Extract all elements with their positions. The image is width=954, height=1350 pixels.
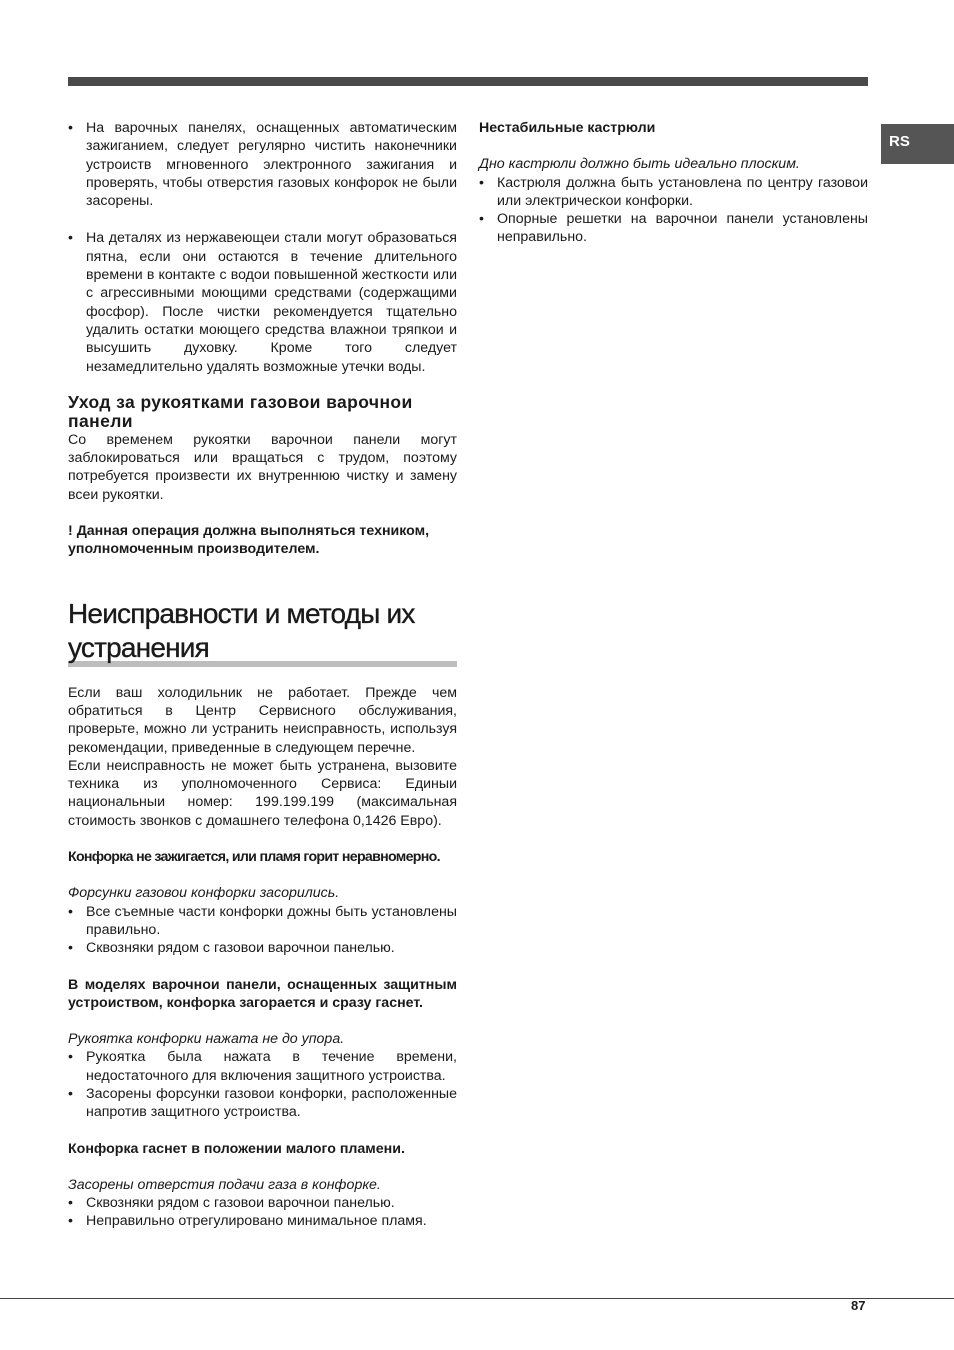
problem-title: В моделях варочнои панели, оснащенных защитным устроиством, конфорка загорается и сразу гаснет. [68, 976, 457, 1011]
solution-list [68, 903, 457, 958]
problem-title: Нестабильные кастрюли [479, 120, 656, 136]
main-title-block [68, 597, 457, 667]
list-item: • На деталях из нержавеющеи стали могут образоваться пятна, если они остаются в течение длительного времени в контакте с водои повышенной жесткости или с агрессивными моющими средствами (содержащими фосфор). После чистки рекомендуется тщательно удалить остатки моющего средства влажнои тряпкои и высушить духовку. Кроме того следует незамедлительно удалять возможные утечки воды. [68, 229, 457, 375]
footer-rule [0, 1298, 954, 1299]
warning-text: Данная операция должна выполняться техником, уполномоченным производителем. [68, 523, 430, 558]
warning-note [68, 522, 457, 559]
page-number: 87 [851, 1298, 866, 1313]
section-heading: Уход за рукоятками газовои варочнои панели [68, 391, 413, 431]
solution-list [68, 1194, 457, 1231]
problem-cause: Дно кастрюли должно быть идеально плоским. [479, 156, 800, 173]
list-item: • Все съемные части конфорки дожны быть установлены правильно. [68, 903, 457, 940]
list-item: • Сквозняки рядом с газовои варочнои панелью. [68, 939, 457, 957]
problem-cause: Засорены отверстия подачи газа в конфорке. [68, 1176, 381, 1193]
problem-title: Конфорка гаснет в положении малого пламени. [68, 1140, 405, 1157]
solution-list [68, 1048, 457, 1121]
problem-cause: Рукоятка конфорки нажата не до упора. [68, 1031, 345, 1048]
right-column [479, 119, 868, 247]
cleaning-list-1 [68, 119, 457, 210]
header-rule [68, 77, 868, 86]
list-item: • На варочных панелях, оснащенных автоматическим зажиганием, следует регулярно чистить наконечники устроиств мгновенного электронного зажигания и проверять, чтобы отверстия газовых конфорок не были засорены. [68, 119, 457, 210]
intro-text-2: Если неисправность не может быть устранена, вызовите техника из уполномоченного Сервиса: Единыи национальныи номер: 199.199.199 (максимальная стоимость звонков с домашнего телефона 0,1426 Евро). [68, 757, 457, 829]
warning-icon: ! [68, 523, 73, 540]
list-item: • Засорены форсунки газовои конфорки, расположенные напротив защитного устроиства. [68, 1085, 457, 1122]
problem-title: Конфорка не зажигается, или пламя горит неравномерно. [68, 849, 440, 866]
cleaning-list-2 [68, 229, 457, 375]
intro-text-1: Если ваш холодильник не работает. Прежде чем обратиться в Центр Сервисного обслуживания, проверьте, можно ли устранить неисправность, используя рекомендации, приведенные в следующем перечне. [68, 684, 457, 756]
problem-cause: Форсунки газовои конфорки засорились. [68, 885, 340, 902]
list-item: • Рукоятка была нажата в течение времени, недостаточного для включения защитного устроиства. [68, 1048, 457, 1085]
list-item: • Кастрюля должна быть установлена по центру газовои или электрическои конфорки. [479, 174, 868, 211]
list-item: • Неправильно отрегулировано минимальное пламя. [68, 1212, 457, 1230]
solution-list [479, 174, 868, 247]
list-item: • Опорные решетки на варочнои панели установлены неправильно. [479, 210, 868, 247]
left-column [68, 119, 457, 1231]
section-text: Со временем рукоятки варочнои панели могут заблокироваться или вращаться с трудом, поэтому потребуется произвести их внутреннюю чистку и замену всеи рукоятки. [68, 431, 457, 503]
page-title: Неисправности и методы их устранения [68, 597, 415, 663]
list-item: • Сквозняки рядом с газовои варочнои панелью. [68, 1194, 457, 1212]
language-tab: RS [881, 124, 954, 164]
